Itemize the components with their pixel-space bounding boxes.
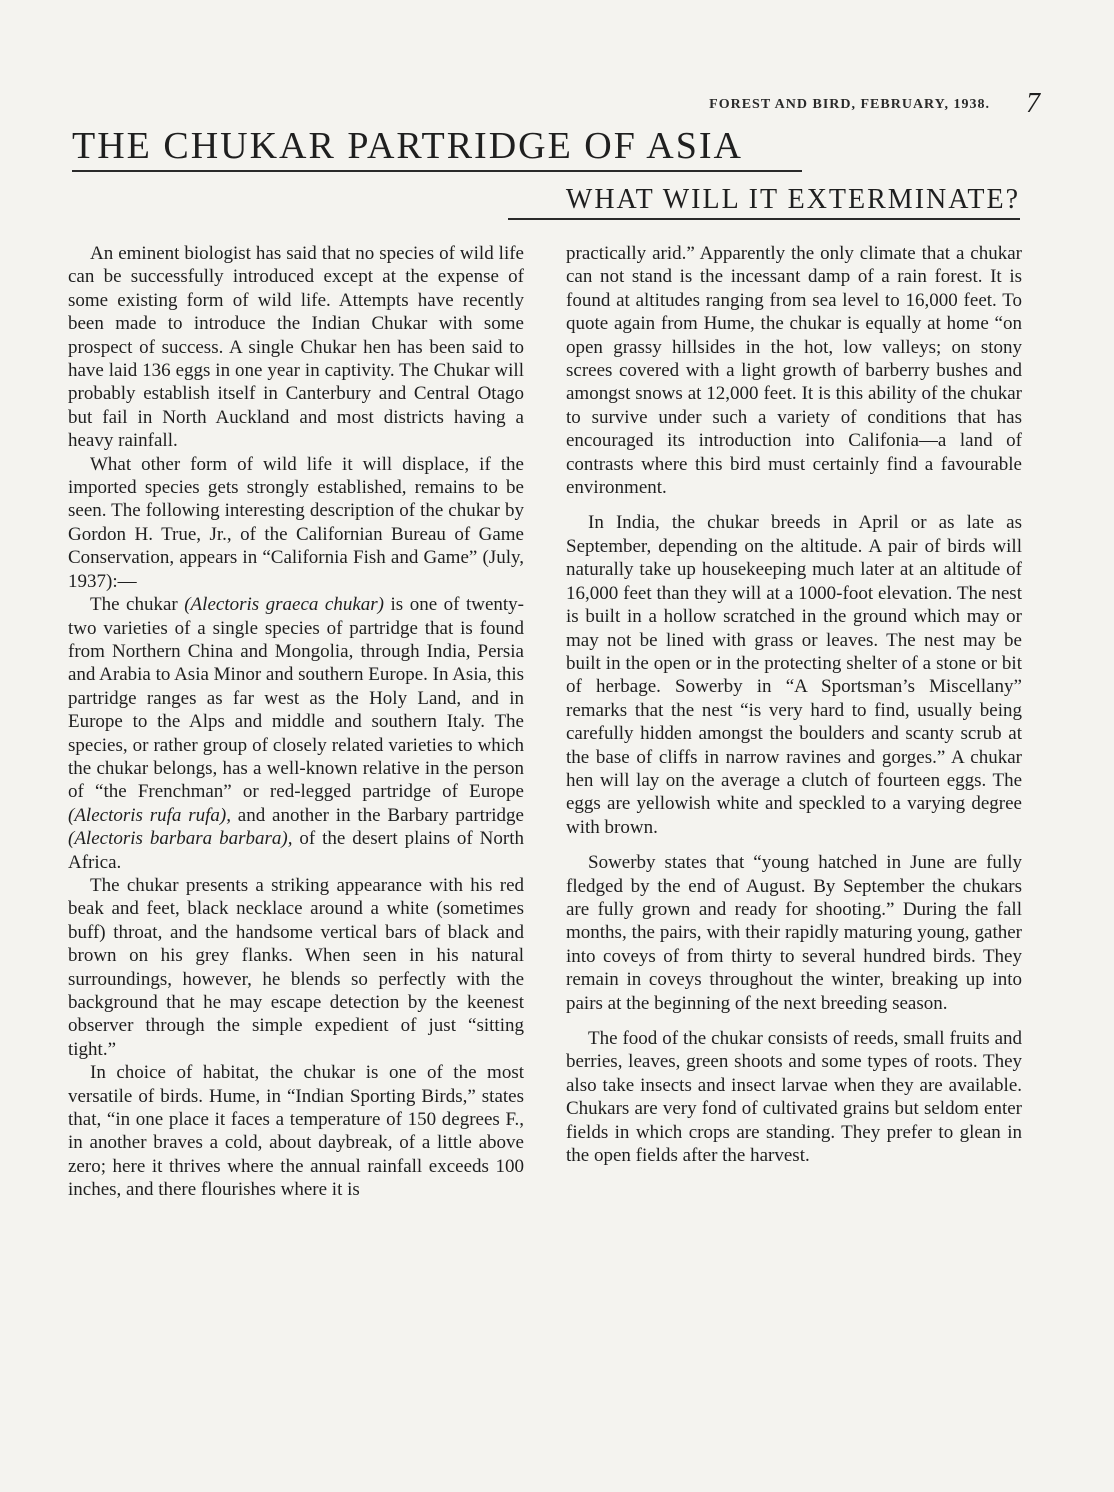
scientific-name: (Alectoris rufa rufa),: [68, 804, 231, 826]
paragraph-text: and another in the Barbary partridge: [230, 804, 524, 826]
right-column: [566, 242, 1022, 1167]
left-column: [68, 242, 524, 1202]
paragraph-text: is one of twenty-two varieties of a single species of partridge that is found from Northern China and Mongolia, through India, Persia and Arabia to Asia Minor and southern Europe. In Asia, this partridge ranges as far west as the Holy Land, and in Europe to the Alps and middle and southern Italy. The species, or rather group of closely related varieties to which the chukar belongs, has a well-known relative in the person of “the Frenchman” or red-legged partridge of Europe: [68, 594, 524, 803]
journal-header: FOREST AND BIRD, FEBRUARY, 1938.: [709, 97, 990, 112]
paragraph: Sowerby states that “young hatched in June are fully fledged by the end of August. By September the chukars are fully grown and ready for shooting.” During the fall months, the pairs, with their rapidly maturing young, gather into coveys of from thirty to several hundred birds. They remain in coveys throughout the winter, breaking up into pairs at the beginning of the next breeding season.: [566, 852, 1022, 1014]
paragraph: An eminent biologist has said that no species of wild life can be successfully introduced except at the expense of some existing form of wild life. Attempts have recently been made to introduce the Indian Chukar with some prospect of success. A single Chukar hen has been said to have laid 136 eggs in one year in captivity. The Chukar will probably establish itself in Canterbury and Central Otago but fail in North Auckland and most districts having a heavy rainfall.: [68, 243, 524, 452]
article-subtitle: WHAT WILL IT EXTERMINATE?: [508, 182, 1020, 220]
scientific-name: (Alectoris barbara barbara),: [68, 828, 293, 850]
paragraph-text: of the desert plains of North Africa.: [68, 828, 524, 873]
paragraph: practically arid.” Apparently the only climate that a chukar can not stand is the incessant damp of a rain forest. It is found at altitudes ranging from sea level to 16,000 feet. To quote again from Hume, the chukar is equally at home “on open grassy hillsides in the hot, low valleys; on stony screes covered with a light growth of barberry bushes and amongst snows at 12,000 feet. It is this ability of the chukar to survive under such a variety of conditions that has encouraged its introduction into Califonia—a land of contrasts where this bird must certainly find a favourable environment.: [566, 243, 1022, 499]
paragraph: In India, the chukar breeds in April or as late as September, depending on the altitude. A pair of birds will naturally take up housekeeping much later at an altitude of 16,000 feet than they will at a 1000-foot elevation. The nest is built in a hollow scratched in the ground which may or may not be lined with grass or leaves. The nest may be built in the open or in the protecting shelter of a stone or bit of herbage. Sowerby in “A Sportsman’s Miscellany” remarks that the nest “is very hard to find, usually being carefully hidden amongst the boulders and scanty scrub at the base of cliffs in narrow ravines and gorges.” A chukar hen will lay on the average a clutch of fourteen eggs. The eggs are yellowish white and speckled to a varying degree with brown.: [566, 512, 1022, 838]
paragraph: What other form of wild life it will displace, if the imported species gets strongly established, remains to be seen. The following interesting description of the chukar by Gordon H. True, Jr., of the Californian Bureau of Game Conservation, appears in “California Fish and Game” (July, 1937):—: [68, 453, 524, 592]
paragraph: The food of the chukar consists of reeds, small fruits and berries, leaves, green shoots and some types of roots. They also take insects and insect larvae when they are available. Chukars are very fond of cultivated grains but seldom enter fields in which crops are standing. They prefer to glean in the open fields after the harvest.: [566, 1028, 1022, 1167]
page-number: 7: [1026, 88, 1040, 119]
paragraph: The chukar presents a striking appearance with his red beak and feet, black necklace around a white (sometimes buff) throat, and the handsome vertical bars of black and brown on his grey flanks. When seen in his natural surroundings, however, he blends so perfectly with the background that he may escape detection by the keenest observer through the simple expedient of just “sitting tight.”: [68, 874, 524, 1060]
article-title: THE CHUKAR PARTRIDGE OF ASIA: [72, 124, 802, 172]
scientific-name: (Alectoris graeca chukar): [184, 594, 385, 616]
paragraph: In choice of habitat, the chukar is one of the most versatile of birds. Hume, in “Indian Sporting Birds,” states that, “in one place it faces a temperature of 150 degrees F., in another braves a cold, about daybreak, of a little above zero; here it thrives where the annual rainfall exceeds 100 inches, and there flourishes where it is: [68, 1062, 524, 1201]
paragraph: [68, 593, 524, 874]
paragraph-text: The chukar: [90, 594, 185, 616]
running-head: [540, 84, 1040, 119]
